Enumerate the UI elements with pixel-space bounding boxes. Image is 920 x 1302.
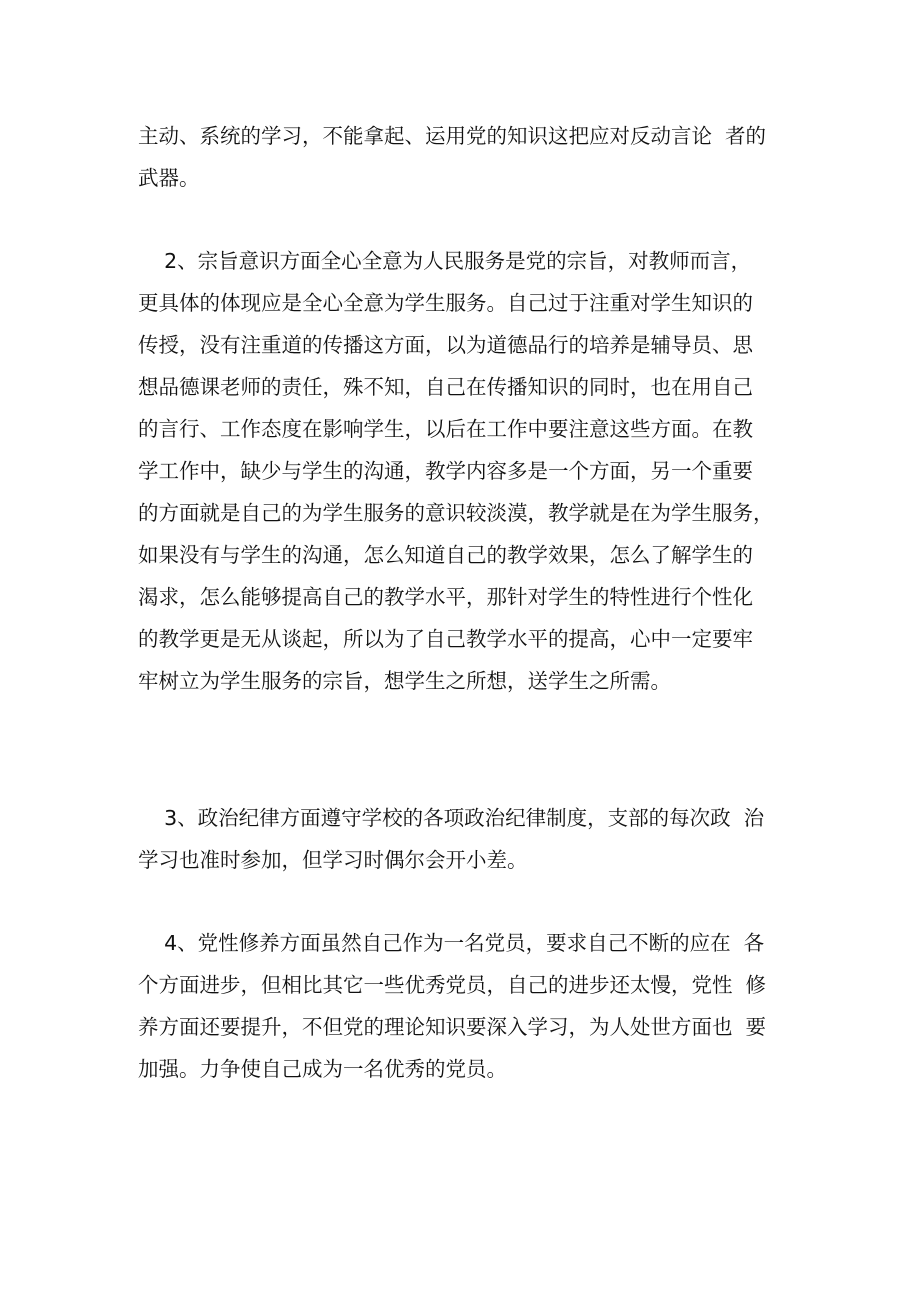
text-line: 的教学更是无从谈起，所以为了自己教学水平的提高，心中一定要牢 [138, 627, 753, 651]
paragraph-2 [138, 240, 798, 702]
text-line: 武器。 [138, 166, 200, 190]
text-line: 更具体的体现应是全心全意为学生服务。自己过于注重对学生知识的 [138, 291, 753, 315]
text-line: 主动、系统的学习，不能拿起、运用党的知识这把应对反动言论 者的 [138, 124, 767, 148]
paragraph-3 [138, 797, 798, 881]
text-line: 学习也准时参加，但学习时偶尔会开小差。 [138, 848, 528, 872]
paragraph-4 [138, 922, 798, 1090]
text-line: 牢树立为学生服务的宗旨，想学生之所想，送学生之所需。 [138, 669, 671, 693]
text-line: 学工作中，缺少与学生的沟通，教学内容多是一个方面，另一个重要 [138, 459, 753, 483]
text-line: 个方面进步，但相比其它一些优秀党员，自己的进步还太慢，党性 修 [138, 973, 767, 997]
text-line: 的言行、工作态度在影响学生，以后在工作中要注意这些方面。在教 [138, 417, 753, 441]
text-line: 加强。力争使自己成为一名优秀的党员。 [138, 1057, 507, 1081]
text-line: 的方面就是自己的为学生服务的意识较淡漠，教学就是在为学生服务， [138, 501, 774, 525]
paragraph-1 [138, 115, 798, 199]
text-line: 渴求，怎么能够提高自己的教学水平，那针对学生的特性进行个性化 [138, 585, 753, 609]
text-line: 4、党性修养方面虽然自己作为一名党员，要求自己不断的应在 各 [138, 931, 765, 955]
text-line: 如果没有与学生的沟通，怎么知道自己的教学效果，怎么了解学生的 [138, 543, 753, 567]
text-line: 传授，没有注重道的传播这方面，以为道德品行的培养是辅导员、思 [138, 333, 753, 357]
text-line: 3、政治纪律方面遵守学校的各项政治纪律制度，支部的每次政 治 [138, 806, 765, 830]
text-line: 想品德课老师的责任，殊不知，自己在传播知识的同时，也在用自己 [138, 375, 753, 399]
text-line: 养方面还要提升，不但党的理论知识要深入学习，为人处世方面也 要 [138, 1015, 767, 1039]
text-line: 2、宗旨意识方面全心全意为人民服务是党的宗旨，对教师而言， [138, 249, 752, 273]
